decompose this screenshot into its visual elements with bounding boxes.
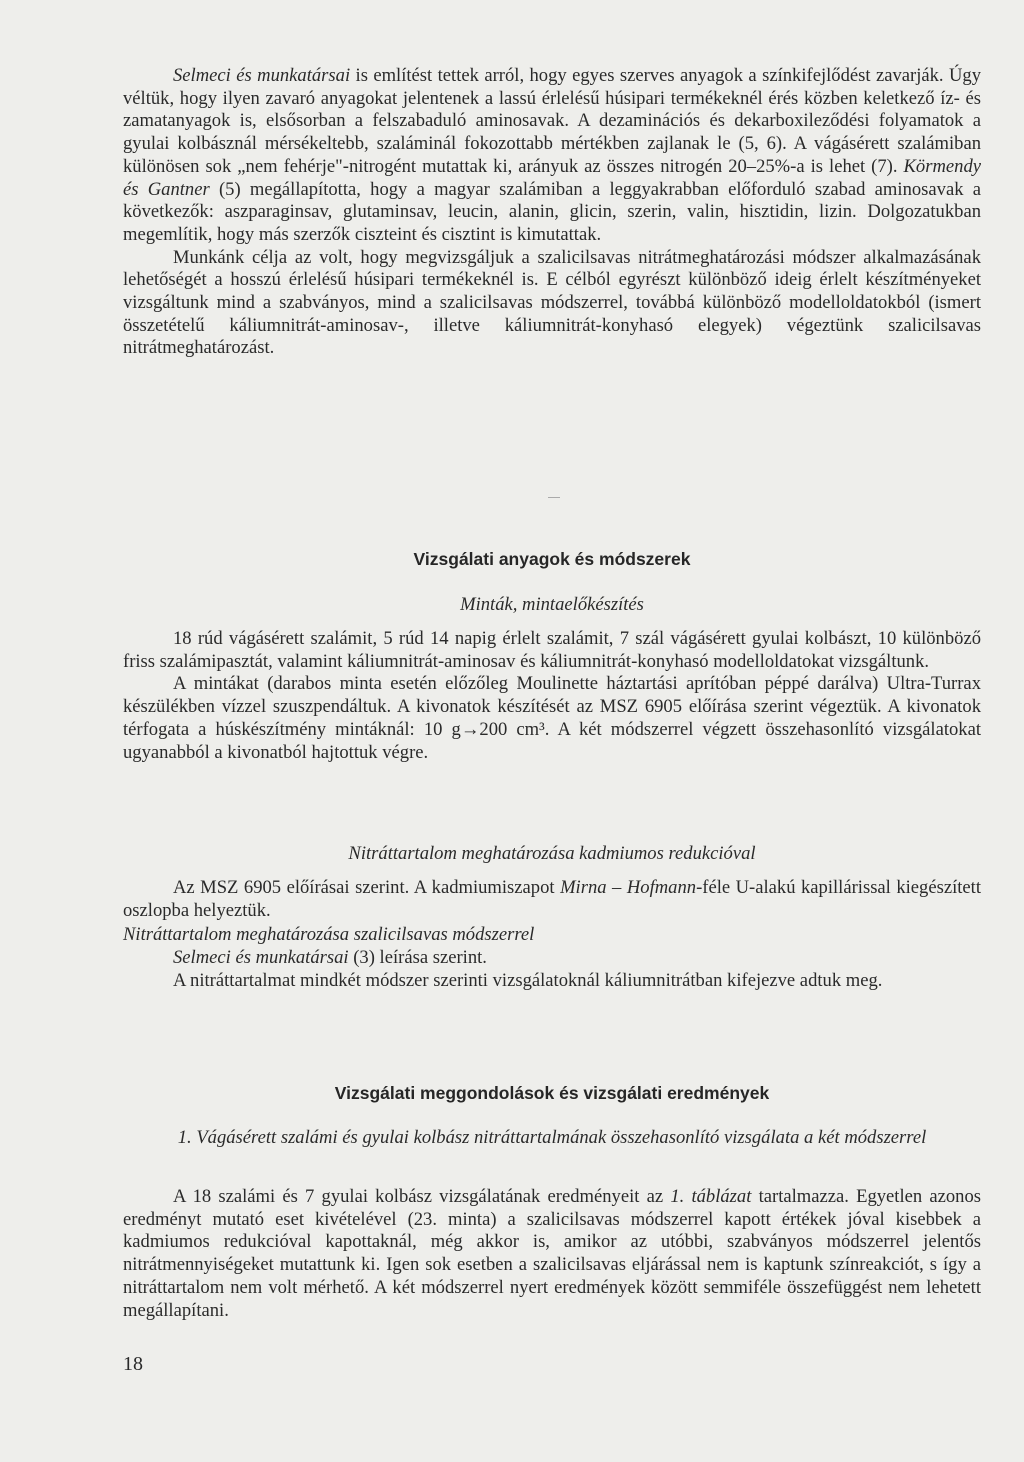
author-ref: Selmeci és munkatársai [173,947,349,968]
divider [548,497,560,498]
results-block [123,1186,981,1322]
paragraph: 18 rúd vágásérett szalámit, 5 rúd 14 napig érlelt szalámit, 7 szál vágásérett gyulai kolbászt, 10 különböző friss szalámipasztát, valamint káliumnitrát-aminosav és káliumnitrát-konyhasó modelloldatokat vizsgáltunk. [123,628,981,672]
paragraph: A nitráttartalmat mindkét módszer szerinti vizsgálatoknál káliumnitrátban kifejezve adtuk meg. [173,969,883,991]
intro-paragraph-1: Selmeci és munkatársai is említést tettek arról, hogy egyes szerves anyagok a színkifejlődést zavarják. Úgy véltük, hogy ilyen zavaró anyagokat jelentenek a lassú érlelésű húsipari termékeknél érés közben keletkező íz- és zamatanyagok is, elsősorban a felszabaduló aminosavak. A dezaminációs és dekarboxileződési folyamatok a gyulai kolbásznál mérsékeltebb, szaláminál fokozottabb mértékben zajlanak le (5, 6). A vágásérett szalámiban különösen sok „nem fehérje"-nitrogént mutattak ki, arányuk az összes nitrogén 20–25%-a is lehet (7). Körmendy és Gantner (5) megállapította, hogy a magyar szalámiban a leggyakrabban előforduló szabad aminosavak a következők: aszparaginsav, glutaminsav, leucin, alanin, glicin, szerin, valin, hisztidin, lizin. Dolgozatukban megemlítik, hogy más szerzők ciszteint és cisztint is kimutattak. [123,65,981,245]
subsection-heading: Nitráttartalom meghatározása kadmiumos redukcióval [348,843,756,864]
intro-block [123,65,981,360]
intro-paragraph-2: Munkánk célja az volt, hogy megvizsgáljuk a szalicilsavas nitrátmeghatározási módszer alkalmazásának lehetőségét a hosszú érlelésű húsipari termékeknél is. E célból egyrészt különböző ideig érlelt készítményeket vizsgáltunk mind a szabványos, mind a szalicilsavas módszerrel, továbbá különböző modelloldatokból (ismert összetételű káliumnitrát-aminosav-, illetve káliumnitrát-konyhasó elegyek) végeztünk szalicilsavas nitrátmeghatározást. [123,246,981,359]
author-ref: Selmeci és munkatársai [173,65,351,86]
page-number: 18 [123,1353,143,1375]
paragraph: A mintákat (darabos minta esetén előzőleg Moulinette háztartási aprítóban péppé darálva) Ultra-Turrax készülékben vízzel szuszpendáltuk. A kivonatok készítését az MSZ 6905 előírása szerint végeztük. A kivonatok térfogata a húskészítmény mintáknál: 10 g→200 cm³. A két módszerrel végzett összehasonlító vizsgálatokat ugyanabból a kivonatból hajtottuk végre. [123,673,981,763]
section-heading: Vizsgálati meggondolások és vizsgálati eredmények [334,1083,770,1103]
cadmium-block [123,877,981,922]
subsection-heading: Minták, mintaelőkészítés [460,594,644,615]
subsection-heading: 1. Vágásérett szalámi és gyulai kolbász nitráttartalmának összehasonlító vizsgálata a két módszerrel [177,1127,927,1148]
paragraph: Selmeci és munkatársai (3) leírása szerint. [173,947,487,968]
section-heading: Vizsgálati anyagok és módszerek [413,549,691,569]
table-ref: 1. táblázat [670,1186,752,1207]
paragraph: A 18 szalámi és 7 gyulai kolbász vizsgálatának eredményeit az 1. táblázat tartalmazza. Egyetlen azonos eredményt mutató eset kivételével (23. minta) a szalicilsavas módszerrel kapott értékek jóval kisebbek a kadmiumos redukcióval kapottaknál, még akkor is, amikor az utóbbi, szabványos módszerrel jelentős nitrátmennyiségeket mutattunk ki. Igen sok esetben a szalicilsavas eljárással nem is kaptunk színreakciót, s így a nitráttartalom nem volt mérhető. A két módszerrel nyert eredmények között semmiféle összefüggést nem lehetett megállapítani. [123,1186,981,1321]
samples-block [123,628,981,764]
salicylic-block [123,947,981,992]
paragraph: Az MSZ 6905 előírásai szerint. A kadmiumiszapot Mirna – Hofmann-féle U-alakú kapillárissal kiegészített oszlopba helyeztük. [123,877,982,921]
author-ref: Körmendy és Gantner [123,155,981,200]
author-ref: Mirna – Hofmann [560,877,697,898]
subsection-heading: Nitráttartalom meghatározása szalicilsavas módszerrel [123,924,535,945]
